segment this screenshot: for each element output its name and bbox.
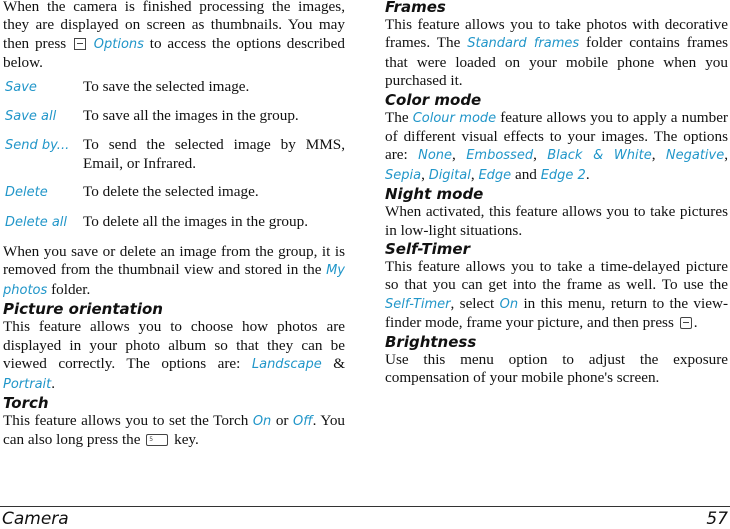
heading-color-mode: Color mode xyxy=(385,90,482,109)
heading-picture-orientation: Picture orientation xyxy=(3,300,163,319)
heading-night-mode: Night mode xyxy=(385,185,484,204)
intro-paragraph: When the camera is finished processing the images, they are displayed on screen as thumbnails. You may then press Options to access the options described below. xyxy=(3,0,345,72)
option-desc: To delete the selected image. xyxy=(83,183,259,201)
option-name: Send by... xyxy=(5,138,70,154)
timer-paragraph: This feature allows you to take a time-delayed picture so that you can get into the frame as well. To use the Self-Timer, select On in this menu, return to the view-finder mode, frame your picture, and then press . xyxy=(385,258,729,332)
heading-brightness: Brightness xyxy=(385,332,477,351)
color-paragraph: The Colour mode feature allows you to apply a number of different visual effects to your images. The options are: None, Embossed, Black & White, Negative, Sepia, Digital, Edge and Edge 2. xyxy=(385,108,729,183)
table-row xyxy=(3,211,345,240)
save-note-paragraph: When you save or delete an image from the group, it is removed from the thumbnail view and stored in the My photos folder. xyxy=(3,243,345,298)
option-desc: To delete all the images in the group. xyxy=(83,212,308,230)
option-name: Save xyxy=(5,79,37,95)
option-desc: To save the selected image. xyxy=(83,77,250,95)
heading-self-timer: Self-Timer xyxy=(385,240,470,259)
night-paragraph: When activated, this feature allows you to take pictures in low-light situations. xyxy=(385,203,728,239)
left-column xyxy=(3,0,345,450)
table-row xyxy=(3,181,345,210)
right-column xyxy=(385,0,728,388)
my-photos-label: My photos xyxy=(3,263,345,298)
option-name: Delete xyxy=(5,185,48,201)
heading-frames: Frames xyxy=(385,0,446,16)
section-name: Camera xyxy=(2,509,69,529)
brightness-paragraph: Use this menu option to adjust the exposure compensation of your mobile phone's screen. xyxy=(385,350,728,387)
torch-paragraph: This feature allows you to set the Torch On or Off. You can also long press the 5 key. xyxy=(3,411,346,449)
page-footer xyxy=(0,506,730,529)
option-name: Delete all xyxy=(5,214,68,230)
torch-key-icon: 5 xyxy=(146,434,168,446)
options-label: Options xyxy=(93,36,144,52)
option-desc: To save all the images in the group. xyxy=(83,107,299,125)
orientation-paragraph: This feature allows you to choose how photos are displayed in your photo album so that they can be viewed correctly. The options are: Landscape & Portrait. xyxy=(3,318,346,392)
frames-paragraph: This feature allows you to take photos with decorative frames. The Standard frames folder contains frames that were loaded on your mobile phone when you purchased it. xyxy=(385,16,729,90)
left-softkey-icon xyxy=(74,38,86,50)
heading-torch: Torch xyxy=(3,393,49,412)
table-row xyxy=(3,105,345,134)
ok-key-icon xyxy=(680,317,692,329)
option-desc: To send the selected image by MMS, Email, or Infrared. xyxy=(83,136,345,172)
page-number: 57 xyxy=(706,509,728,529)
option-name: Save all xyxy=(5,109,57,125)
footer-divider xyxy=(0,506,730,507)
options-table xyxy=(3,76,345,240)
table-row xyxy=(3,76,345,105)
table-row xyxy=(3,134,345,181)
